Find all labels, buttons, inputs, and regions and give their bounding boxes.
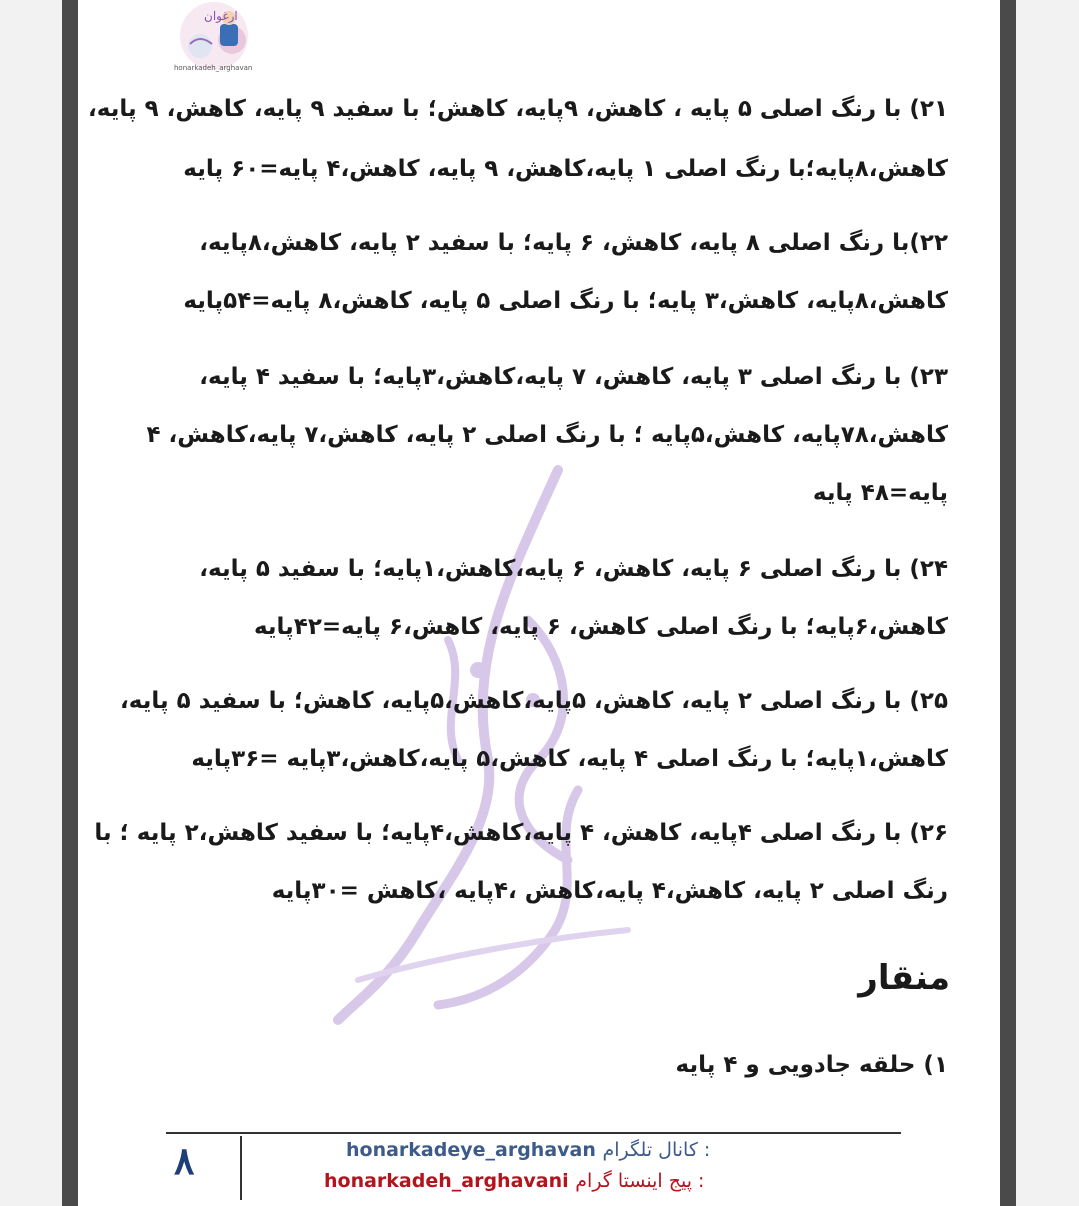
row-25-line-1: ۲۵) با رنگ اصلی ۲ پایه، کاهش، ۵پایه،کاهش،۵پایه، کاهش؛ با سفید ۵ پایه، bbox=[120, 688, 948, 714]
logo-handle-text: honarkadeh_arghavan bbox=[174, 64, 253, 72]
footer-instagram bbox=[324, 1170, 704, 1192]
brand-logo bbox=[170, 0, 254, 72]
beak-step-1: ۱) حلقه جادویی و ۴ پایه bbox=[675, 1052, 948, 1078]
row-24-line-2: کاهش،۶پایه؛ با رنگ اصلی کاهش، ۶ پایه، کاهش،۶ پایه=۴۲پایه bbox=[253, 614, 948, 640]
instagram-label: پیج اینستا گرام : bbox=[575, 1170, 705, 1192]
row-21-line-2: کاهش،۸پایه؛با رنگ اصلی ۱ پایه،کاهش، ۹ پایه، کاهش،۴ پایه=۶۰ پایه bbox=[183, 156, 948, 182]
row-21-line-1: ۲۱) با رنگ اصلی ۵ پایه ، کاهش، ۹پایه، کاهش؛ با سفید ۹ پایه، کاهش، ۹ پایه، bbox=[88, 96, 948, 122]
frame-right-bar bbox=[1000, 0, 1016, 1206]
document-page bbox=[78, 0, 1000, 1206]
row-26-line-2: رنگ اصلی ۲ پایه، کاهش،۴ پایه،کاهش ،۴پایه ،کاهش =۳۰پایه bbox=[271, 878, 948, 904]
row-24-line-1: ۲۴) با رنگ اصلی ۶ پایه، کاهش، ۶ پایه،کاهش،۱پایه؛ با سفید ۵ پایه، bbox=[199, 556, 948, 582]
footer-rule bbox=[166, 1132, 901, 1134]
row-25-line-2: کاهش،۱پایه؛ با رنگ اصلی ۴ پایه، کاهش،۵ پایه،کاهش،۳پایه =۳۶پایه bbox=[191, 746, 948, 772]
instagram-handle[interactable]: honarkadeh_arghavani bbox=[324, 1170, 569, 1192]
svg-text:ارغوان: ارغوان bbox=[204, 9, 238, 23]
row-23-line-1: ۲۳) با رنگ اصلی ۳ پایه، کاهش، ۷ پایه،کاهش،۳پایه؛ با سفید ۴ پایه، bbox=[199, 364, 948, 390]
section-title-beak: منقار bbox=[858, 958, 950, 998]
row-22-line-1: ۲۲)با رنگ اصلی ۸ پایه، کاهش، ۶ پایه؛ با سفید ۲ پایه، کاهش،۸پایه، bbox=[199, 230, 948, 256]
footer-telegram bbox=[346, 1139, 710, 1161]
row-23-line-2: کاهش،۷۸پایه، کاهش،۵پایه ؛ با رنگ اصلی ۲ پایه، کاهش،۷ پایه،کاهش، ۴ bbox=[146, 422, 948, 448]
telegram-label: کانال تلگرام : bbox=[602, 1139, 711, 1161]
telegram-handle[interactable]: honarkadeye_arghavan bbox=[346, 1139, 596, 1161]
row-23-line-3: پایه=۴۸ پایه bbox=[812, 480, 948, 506]
frame-left-bar bbox=[62, 0, 78, 1206]
footer-divider bbox=[240, 1136, 242, 1200]
row-22-line-2: کاهش،۸پایه، کاهش،۳ پایه؛ با رنگ اصلی ۵ پایه، کاهش،۸ پایه=۵۴پایه bbox=[183, 288, 948, 314]
row-26-line-1: ۲۶) با رنگ اصلی ۴پایه، کاهش، ۴ پایه،کاهش،۴پایه؛ با سفید کاهش،۲ پایه ؛ با bbox=[94, 820, 948, 846]
page-number: ۸ bbox=[174, 1138, 195, 1183]
